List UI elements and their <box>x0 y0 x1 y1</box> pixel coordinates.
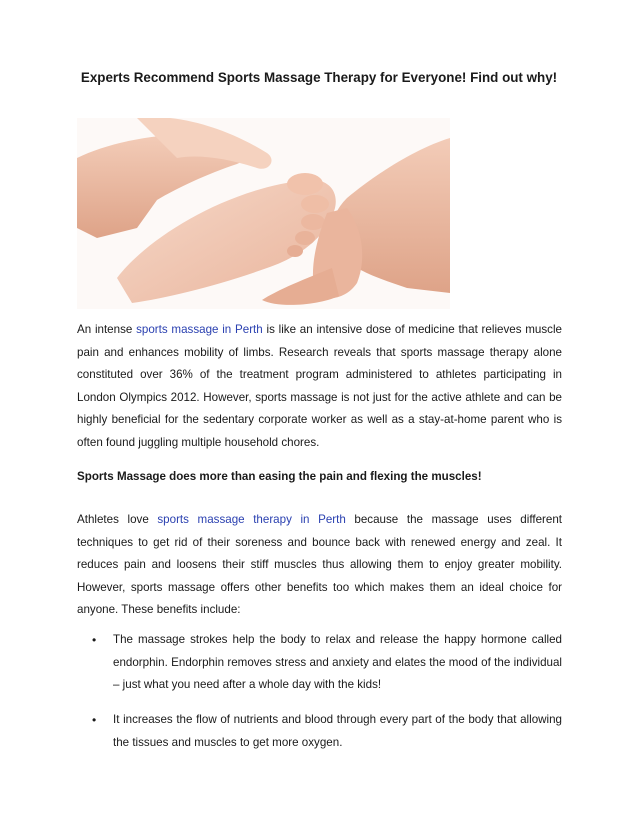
page-title: Experts Recommend Sports Massage Therapy for Everyone! Find out why! <box>80 70 558 85</box>
benefits-list-1 <box>77 629 562 697</box>
intro-paragraph <box>77 319 562 455</box>
section-heading: Sports Massage does more than easing the pain and flexing the muscles! <box>77 470 482 483</box>
list-item-text: It increases the flow of nutrients and blood through every part of the body that allowing the tissues and muscles to get more oxygen. <box>113 713 562 749</box>
bullet-icon: • <box>92 713 97 727</box>
list-item <box>77 709 562 754</box>
bullet-icon: • <box>92 633 97 647</box>
intro-text-start: An intense <box>77 323 137 336</box>
list-item <box>77 629 562 697</box>
athletes-text-rest: because the massage uses different techniques to get rid of their soreness and bounce back with renewed energy and zeal. It reduces pain and loosens their stiff muscles thus allowing them to enjoy greater mobility. However, sports massage offers other benefits too which makes them an ideal choice for anyone. These benefits include: <box>77 513 562 617</box>
athletes-paragraph <box>77 509 562 622</box>
athletes-text-start: Athletes love <box>77 513 158 526</box>
sports-massage-therapy-perth-link[interactable]: sports massage therapy in Perth <box>157 513 346 526</box>
list-item-text: The massage strokes help the body to relax and release the happy hormone called endorphin. Endorphin removes stress and anxiety and elates the mood of the individual – just what you need after a whole day with the kids! <box>113 633 562 692</box>
intro-text-rest: is like an intensive dose of medicine that relieves muscle pain and enhances mobility of limbs. Research reveals that sports massage therapy alone constituted over 36% of the treatment program administered to athletes participating in London Olympics 2012. However, sports massage is not just for the active athlete and can be highly beneficial for the sedentary corporate worker as well as a stay-at-home parent who is often found juggling multiple household chores. <box>77 323 562 449</box>
benefits-list-2 <box>77 709 562 754</box>
massage-photo <box>77 118 450 309</box>
sports-massage-perth-link[interactable]: sports massage in Perth <box>136 323 263 336</box>
